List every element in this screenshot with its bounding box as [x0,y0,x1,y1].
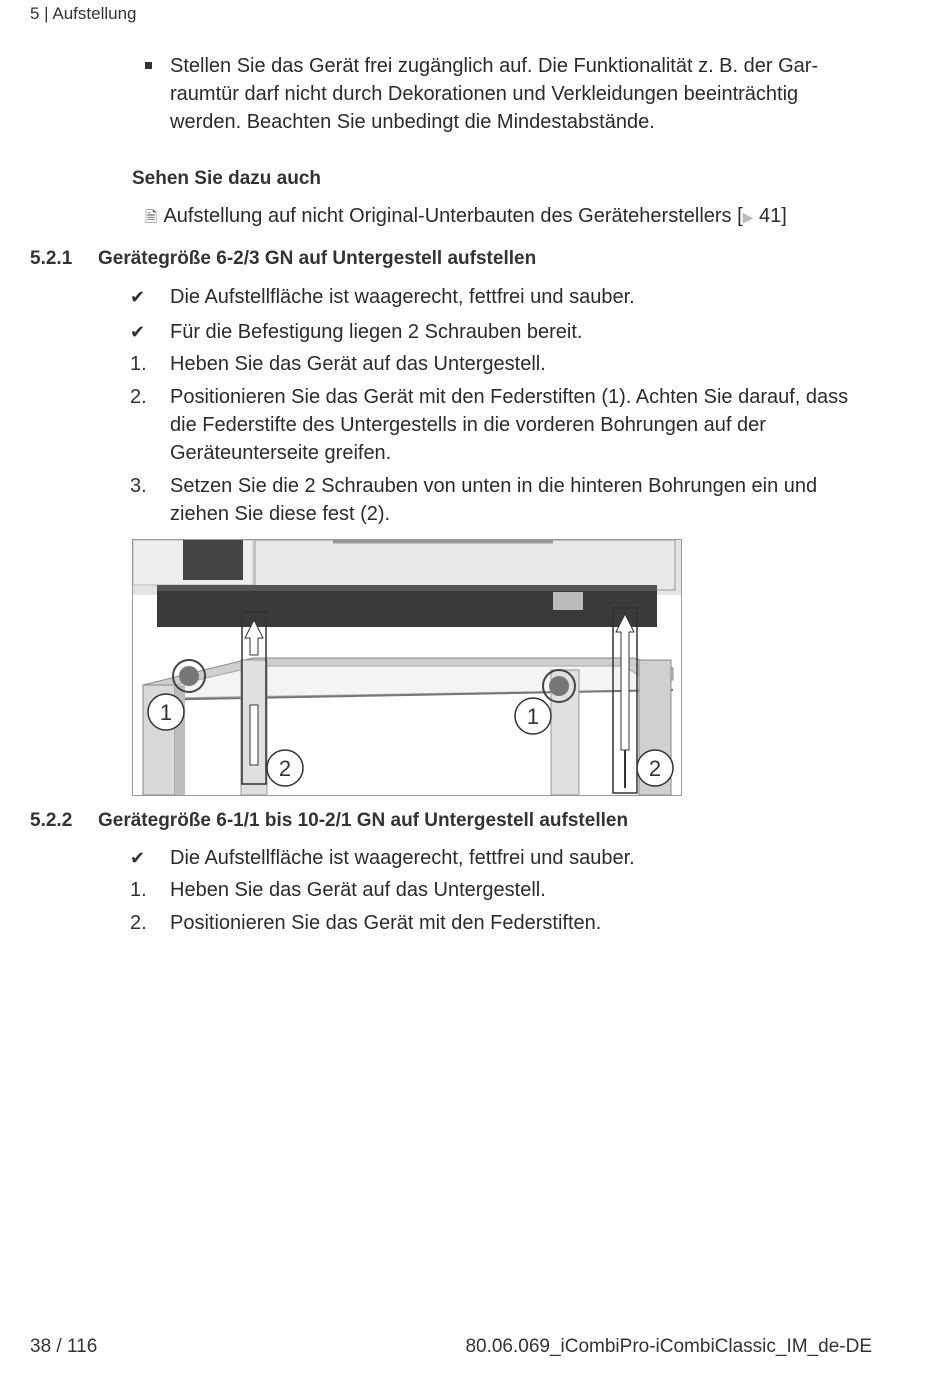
page-header-section: 5 | Aufstellung [30,4,137,23]
checkmark-icon: ✔ [130,322,146,342]
see-also-title: Sehen Sie dazu auch [132,168,321,189]
step-item [130,383,870,467]
step-text: Positionieren Sie das Gerät mit den Federstiften (1). Achten Sie darauf, dass die Federstifte des Untergestells in die vorderen Bohrungen auf der Geräteunterseite greifen. [170,386,849,464]
intro-bullet-text: Stellen Sie das Gerät frei zugänglich auf. Die Funktionalität z. B. der Garraumtür darf nicht durch Dekorationen und Verkleidungen beeinträchtig werden. Beachten Sie unbedingt die Mindestabstände. [170,55,819,133]
triangle-right-icon: ▶ [742,209,754,225]
precondition-item [130,844,870,872]
callout-1-left: 1 [159,700,173,725]
page-number: 38 / 116 [30,1336,98,1357]
see-also-page-ref: 41] [759,205,787,227]
square-bullet-icon [145,62,152,69]
intro-bullet [145,52,865,136]
precondition-text: Die Aufstellfläche ist waagerecht, fettfrei und sauber. [170,847,635,869]
section-number: 5.2.2 [30,810,73,831]
precondition-item [130,283,870,311]
step-text: Setzen Sie die 2 Schrauben von unten in die hinteren Bohrungen ein und ziehen Sie diese fest (2). [170,475,818,525]
section-title: Gerätegröße 6-2/3 GN auf Untergestell aufstellen [98,248,537,269]
step-text: Heben Sie das Gerät auf das Untergestell. [170,353,546,375]
checkmark-icon: ✔ [130,848,146,868]
checkmark-icon: ✔ [130,287,146,307]
step-text: Heben Sie das Gerät auf das Untergestell. [170,879,546,901]
step-number: 2. [130,912,147,934]
step-text: Positionieren Sie das Gerät mit den Federstiften. [170,912,602,934]
step-number: 1. [130,353,147,375]
step-number: 2. [130,386,147,408]
callout-2-left: 2 [278,756,292,781]
precondition-item [130,318,870,346]
section-heading-5-2-2 [30,810,628,832]
document-icon: 🗎 [145,209,158,226]
precondition-text: Die Aufstellfläche ist waagerecht, fettfrei und sauber. [170,286,635,308]
installation-figure [132,539,682,796]
document-id: 80.06.069_iCombiPro-iCombiClassic_IM_de-DE [465,1336,872,1357]
section-number: 5.2.1 [30,248,73,269]
installation-illustration [133,540,681,795]
see-also-link-text: Aufstellung auf nicht Original-Unterbauten des Geräteherstellers [ [163,205,743,227]
step-item [130,876,870,904]
step-item [130,472,870,528]
step-item [130,350,870,378]
see-also-link[interactable] [145,205,787,232]
callout-2-right: 2 [648,756,662,781]
step-number: 3. [130,475,147,497]
precondition-text: Für die Befestigung liegen 2 Schrauben bereit. [170,321,583,343]
step-item [130,909,870,937]
section-heading-5-2-1 [30,248,536,270]
step-number: 1. [130,879,147,901]
callout-1-right: 1 [526,704,540,729]
section-title: Gerätegröße 6-1/1 bis 10-2/1 GN auf Untergestell aufstellen [98,810,629,831]
